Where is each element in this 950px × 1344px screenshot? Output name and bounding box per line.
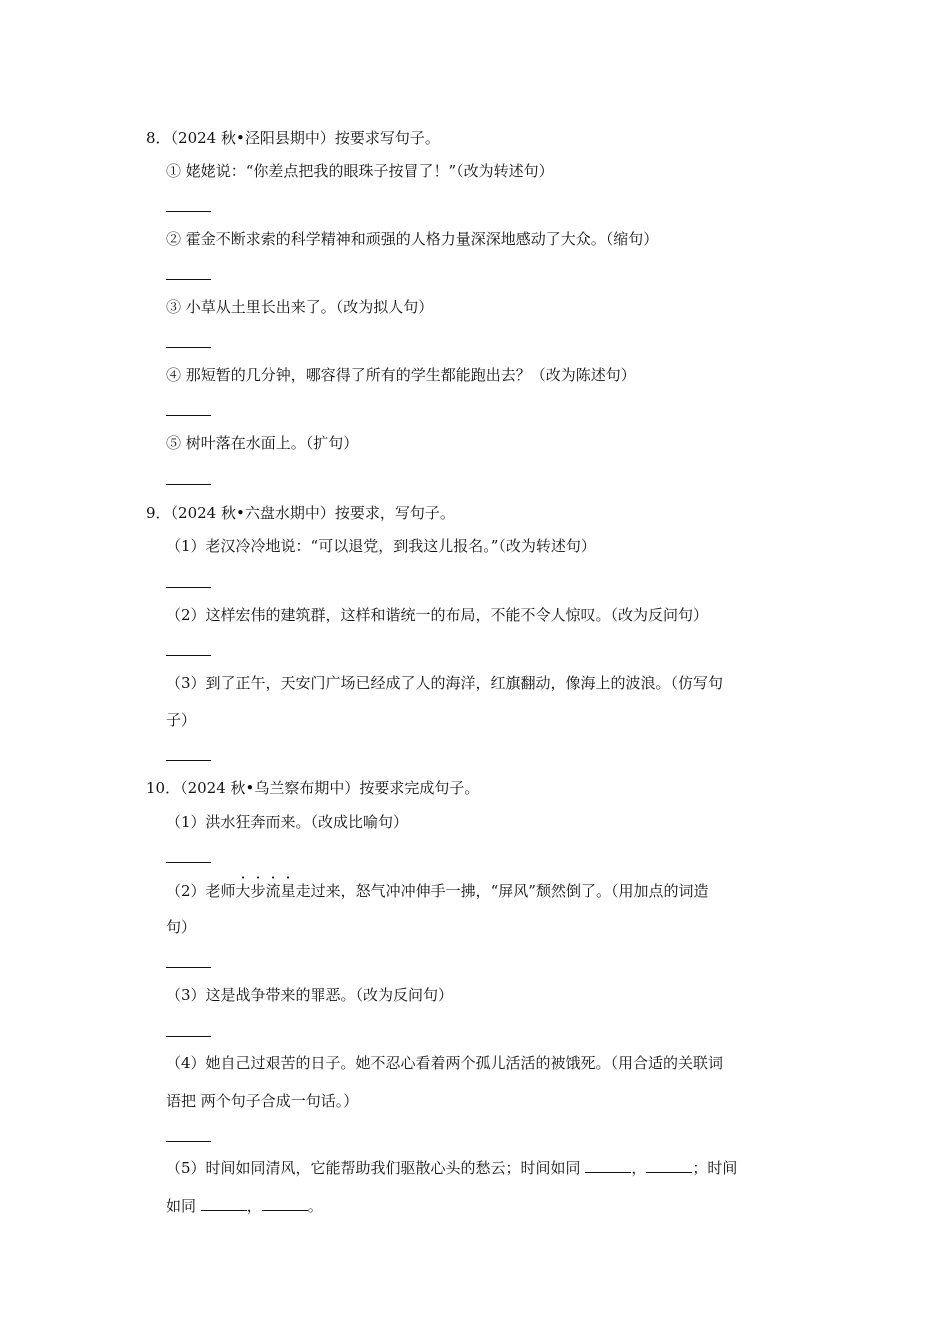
q9-item-3: （3）到了正午，天安门广场已经成了人的海洋，红旗翻动，像海上的波浪。（仿写句 bbox=[166, 674, 724, 692]
q9-answer-line-1[interactable] bbox=[166, 587, 211, 588]
q8-answer-line-3[interactable] bbox=[166, 347, 211, 348]
q10-item-5-text: （5）时间如同清风，它能帮助我们驱散心头的愁云；时间如同 bbox=[166, 1159, 586, 1177]
q10-answer-line-4[interactable] bbox=[166, 1141, 211, 1142]
q10-answer-line-3[interactable] bbox=[166, 1036, 211, 1037]
q8-answer-line-2[interactable] bbox=[166, 279, 211, 280]
comma: ， bbox=[246, 1197, 262, 1215]
period: 。 bbox=[307, 1197, 323, 1215]
q10-item-3: （3）这是战争带来的罪恶。（改为反问句） bbox=[166, 986, 454, 1004]
q10-item-5-text-2: 如同 bbox=[166, 1197, 201, 1215]
fill-blank[interactable] bbox=[585, 1158, 631, 1173]
q9-item-1: （1）老汉冷冷地说：“可以退党，到我这儿报名。”（改为转述句） bbox=[166, 537, 596, 555]
q8-item-2: ② 霍金不断求索的科学精神和顽强的人格力量深深地感动了大众。（缩句） bbox=[166, 230, 659, 248]
q8-item-4: ④ 那短暂的几分钟，哪容得了所有的学生都能跑出去？（改为陈述句） bbox=[166, 366, 636, 384]
q10-item-5 bbox=[166, 1158, 737, 1178]
question-8-heading: 8．（2024 秋•泾阳县期中）按要求写句子。 bbox=[146, 129, 440, 147]
q8-answer-line-5[interactable] bbox=[166, 484, 211, 485]
q10-item-5-continuation bbox=[166, 1196, 323, 1216]
dotted-char: 步 bbox=[250, 882, 266, 900]
fill-blank[interactable] bbox=[262, 1196, 308, 1211]
q10-item-4: （4）她自己过艰苦的日子。她不忍心看着两个孤儿活活的被饿死。（用合适的关联词 bbox=[166, 1054, 724, 1072]
question-9-heading: 9．（2024 秋•六盘水期中）按要求，写句子。 bbox=[146, 504, 455, 522]
q9-item-2: （2）这样宏伟的建筑群，这样和谐统一的布局，不能不令人惊叹。（改为反问句） bbox=[166, 606, 709, 624]
question-10-heading: 10．（2024 秋•乌兰察布期中）按要求完成句子。 bbox=[146, 779, 480, 797]
comma: ， bbox=[631, 1159, 647, 1177]
q10-item-2-continuation: 句） bbox=[166, 918, 197, 936]
dotted-char: 星 bbox=[280, 882, 296, 900]
q10-item-5-tail: ；时间 bbox=[692, 1159, 738, 1177]
q8-item-1: ① 姥姥说：“你差点把我的眼珠子按冒了！”（改为转述句） bbox=[166, 162, 554, 180]
dotted-char: 大 bbox=[235, 882, 251, 900]
q9-answer-line-3[interactable] bbox=[166, 760, 211, 761]
dotted-char: 流 bbox=[265, 882, 281, 900]
q9-item-3-continuation: 子） bbox=[166, 711, 197, 729]
q8-answer-line-1[interactable] bbox=[166, 211, 211, 212]
q8-answer-line-4[interactable] bbox=[166, 415, 211, 416]
q10-answer-line-2[interactable] bbox=[166, 967, 211, 968]
q8-item-5: ⑤ 树叶落在水面上。（扩句） bbox=[166, 434, 359, 452]
q10-answer-line-1[interactable] bbox=[166, 862, 211, 863]
q9-answer-line-2[interactable] bbox=[166, 655, 211, 656]
fill-blank[interactable] bbox=[201, 1196, 247, 1211]
q10-item-4-continuation: 语把 两个句子合成一句话。） bbox=[166, 1092, 359, 1110]
q10-item-2-suffix: 走过来，怒气冲冲伸手一拂，“屏风”颓然倒了。（用加点的词造 bbox=[295, 882, 709, 900]
q10-item-2-prefix: （2）老师 bbox=[166, 882, 236, 900]
q10-item-2 bbox=[166, 881, 708, 901]
fill-blank[interactable] bbox=[646, 1158, 692, 1173]
q8-item-3: ③ 小草从土里长出来了。（改为拟人句） bbox=[166, 298, 434, 316]
q10-item-1: （1）洪水狂奔而来。（改成比喻句） bbox=[166, 813, 409, 831]
